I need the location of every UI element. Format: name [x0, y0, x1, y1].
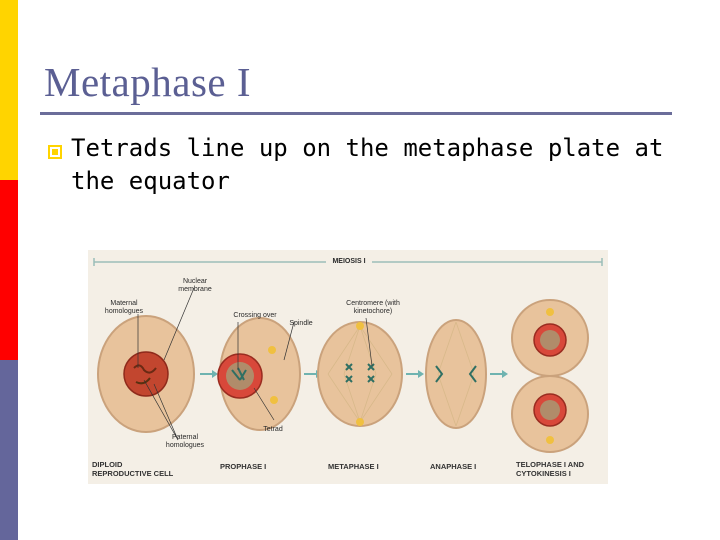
accent-bar-red [0, 180, 18, 360]
diagram-banner: MEIOSIS I [326, 258, 372, 266]
label-crossing-over: Crossing over [233, 312, 277, 319]
label-paternal-homologues: Paternal homologues [165, 434, 205, 449]
label-nuclear-membrane: Nuclear membrane [178, 278, 212, 293]
stage-label-anaphase: ANAPHASE I [430, 462, 477, 471]
meiosis-diagram [88, 250, 608, 484]
title-underline [40, 112, 672, 115]
bullet-icon [48, 145, 62, 159]
stage-label-metaphase: METAPHASE I [328, 462, 379, 471]
label-spindle: Spindle [289, 320, 313, 327]
accent-bar-slate [0, 360, 18, 540]
slide-title: Metaphase I [44, 59, 251, 105]
label-tetrad: Tetrad [263, 426, 283, 433]
stage-label-diploid: DIPLOID REPRODUCTIVE CELL [92, 460, 174, 478]
accent-sidebar [0, 0, 18, 540]
bullet-text: Tetrads line up on the metaphase plate at the equator [71, 134, 664, 195]
stage-label-telophase: TELOPHASE I AND CYTOKINESIS I [516, 460, 585, 478]
accent-bar-yellow [0, 0, 18, 180]
stage-label-prophase: PROPHASE I [220, 462, 267, 471]
label-maternal-homologues: Maternal homologues [104, 300, 144, 315]
label-centromere: Centromere (with kinetochore) [346, 300, 400, 315]
